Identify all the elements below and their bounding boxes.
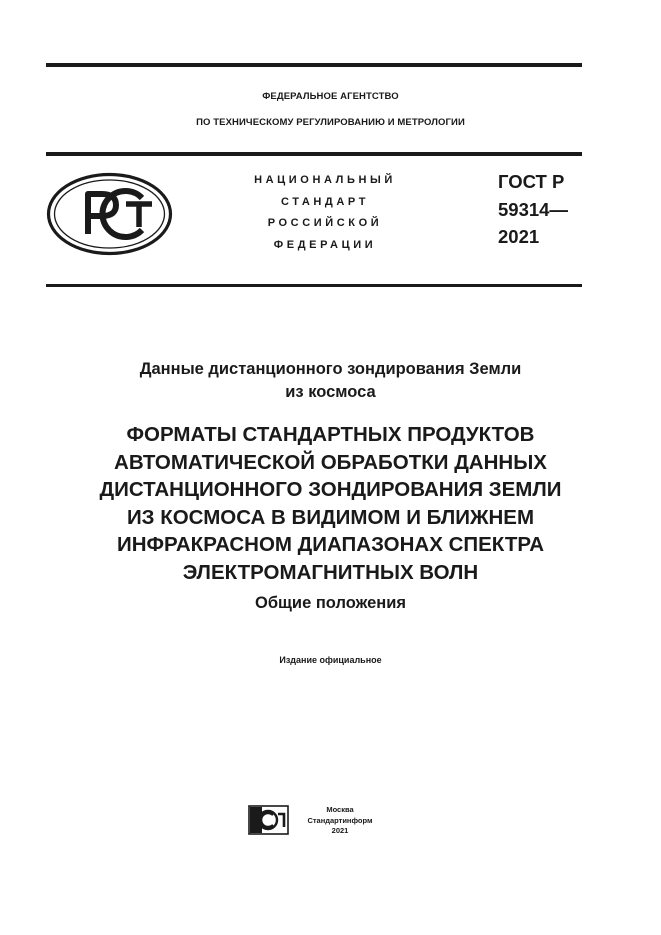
publisher-imprint xyxy=(300,805,380,837)
document-subtitle: Общие положения xyxy=(254,594,406,612)
rst-emblem-icon xyxy=(46,172,173,256)
edition-note: Издание официальное xyxy=(279,655,382,665)
standartinform-logo-icon xyxy=(248,805,289,835)
title-line: ЭЛЕКТРОМАГНИТНЫХ ВОЛН xyxy=(182,560,479,584)
top-rule xyxy=(46,63,582,67)
subject-line: Данные дистанционного зондирования Земли xyxy=(139,360,522,378)
standard-type-line: НАЦИОНАЛЬНЫЙ xyxy=(254,174,396,186)
header-rule xyxy=(46,152,582,156)
agency-line-2: ПО ТЕХНИЧЕСКОМУ РЕГУЛИРОВАНИЮ И МЕТРОЛОГИИ xyxy=(196,117,465,128)
title-line: ФОРМАТЫ СТАНДАРТНЫХ ПРОДУКТОВ xyxy=(126,423,535,446)
standard-type-line: СТАНДАРТ xyxy=(280,195,370,208)
publisher-name: Стандартинформ xyxy=(307,815,373,825)
subject-heading xyxy=(0,358,661,404)
title-line: ДИСТАНЦИОННОГО ЗОНДИРОВАНИЯ ЗЕМЛИ xyxy=(99,478,562,502)
standard-type-line: ФЕДЕРАЦИИ xyxy=(273,238,377,251)
title-line: ИНФРАКРАСНОМ ДИАПАЗОНАХ СПЕКТРА xyxy=(116,533,545,557)
standard-designation xyxy=(498,168,568,251)
publisher-year: 2021 xyxy=(331,826,349,835)
title-line: АВТОМАТИЧЕСКОЙ ОБРАБОТКИ ДАННЫХ xyxy=(114,450,547,474)
standard-type-line: РОССИЙСКОЙ xyxy=(267,217,383,229)
standard-type-block xyxy=(225,170,425,256)
document-title xyxy=(0,421,661,587)
designation-year: 2021 xyxy=(498,226,540,247)
subject-line: из космоса xyxy=(285,383,376,401)
designation-prefix: ГОСТ Р xyxy=(498,171,565,192)
title-line: ИЗ КОСМОСА В ВИДИМОМ И БЛИЖНЕМ xyxy=(126,505,535,529)
agency-line-1: ФЕДЕРАЛЬНОЕ АГЕНТСТВО xyxy=(262,91,399,102)
publisher-city: Москва xyxy=(326,805,354,814)
designation-rule xyxy=(46,284,582,287)
designation-number: 59314— xyxy=(498,198,568,220)
